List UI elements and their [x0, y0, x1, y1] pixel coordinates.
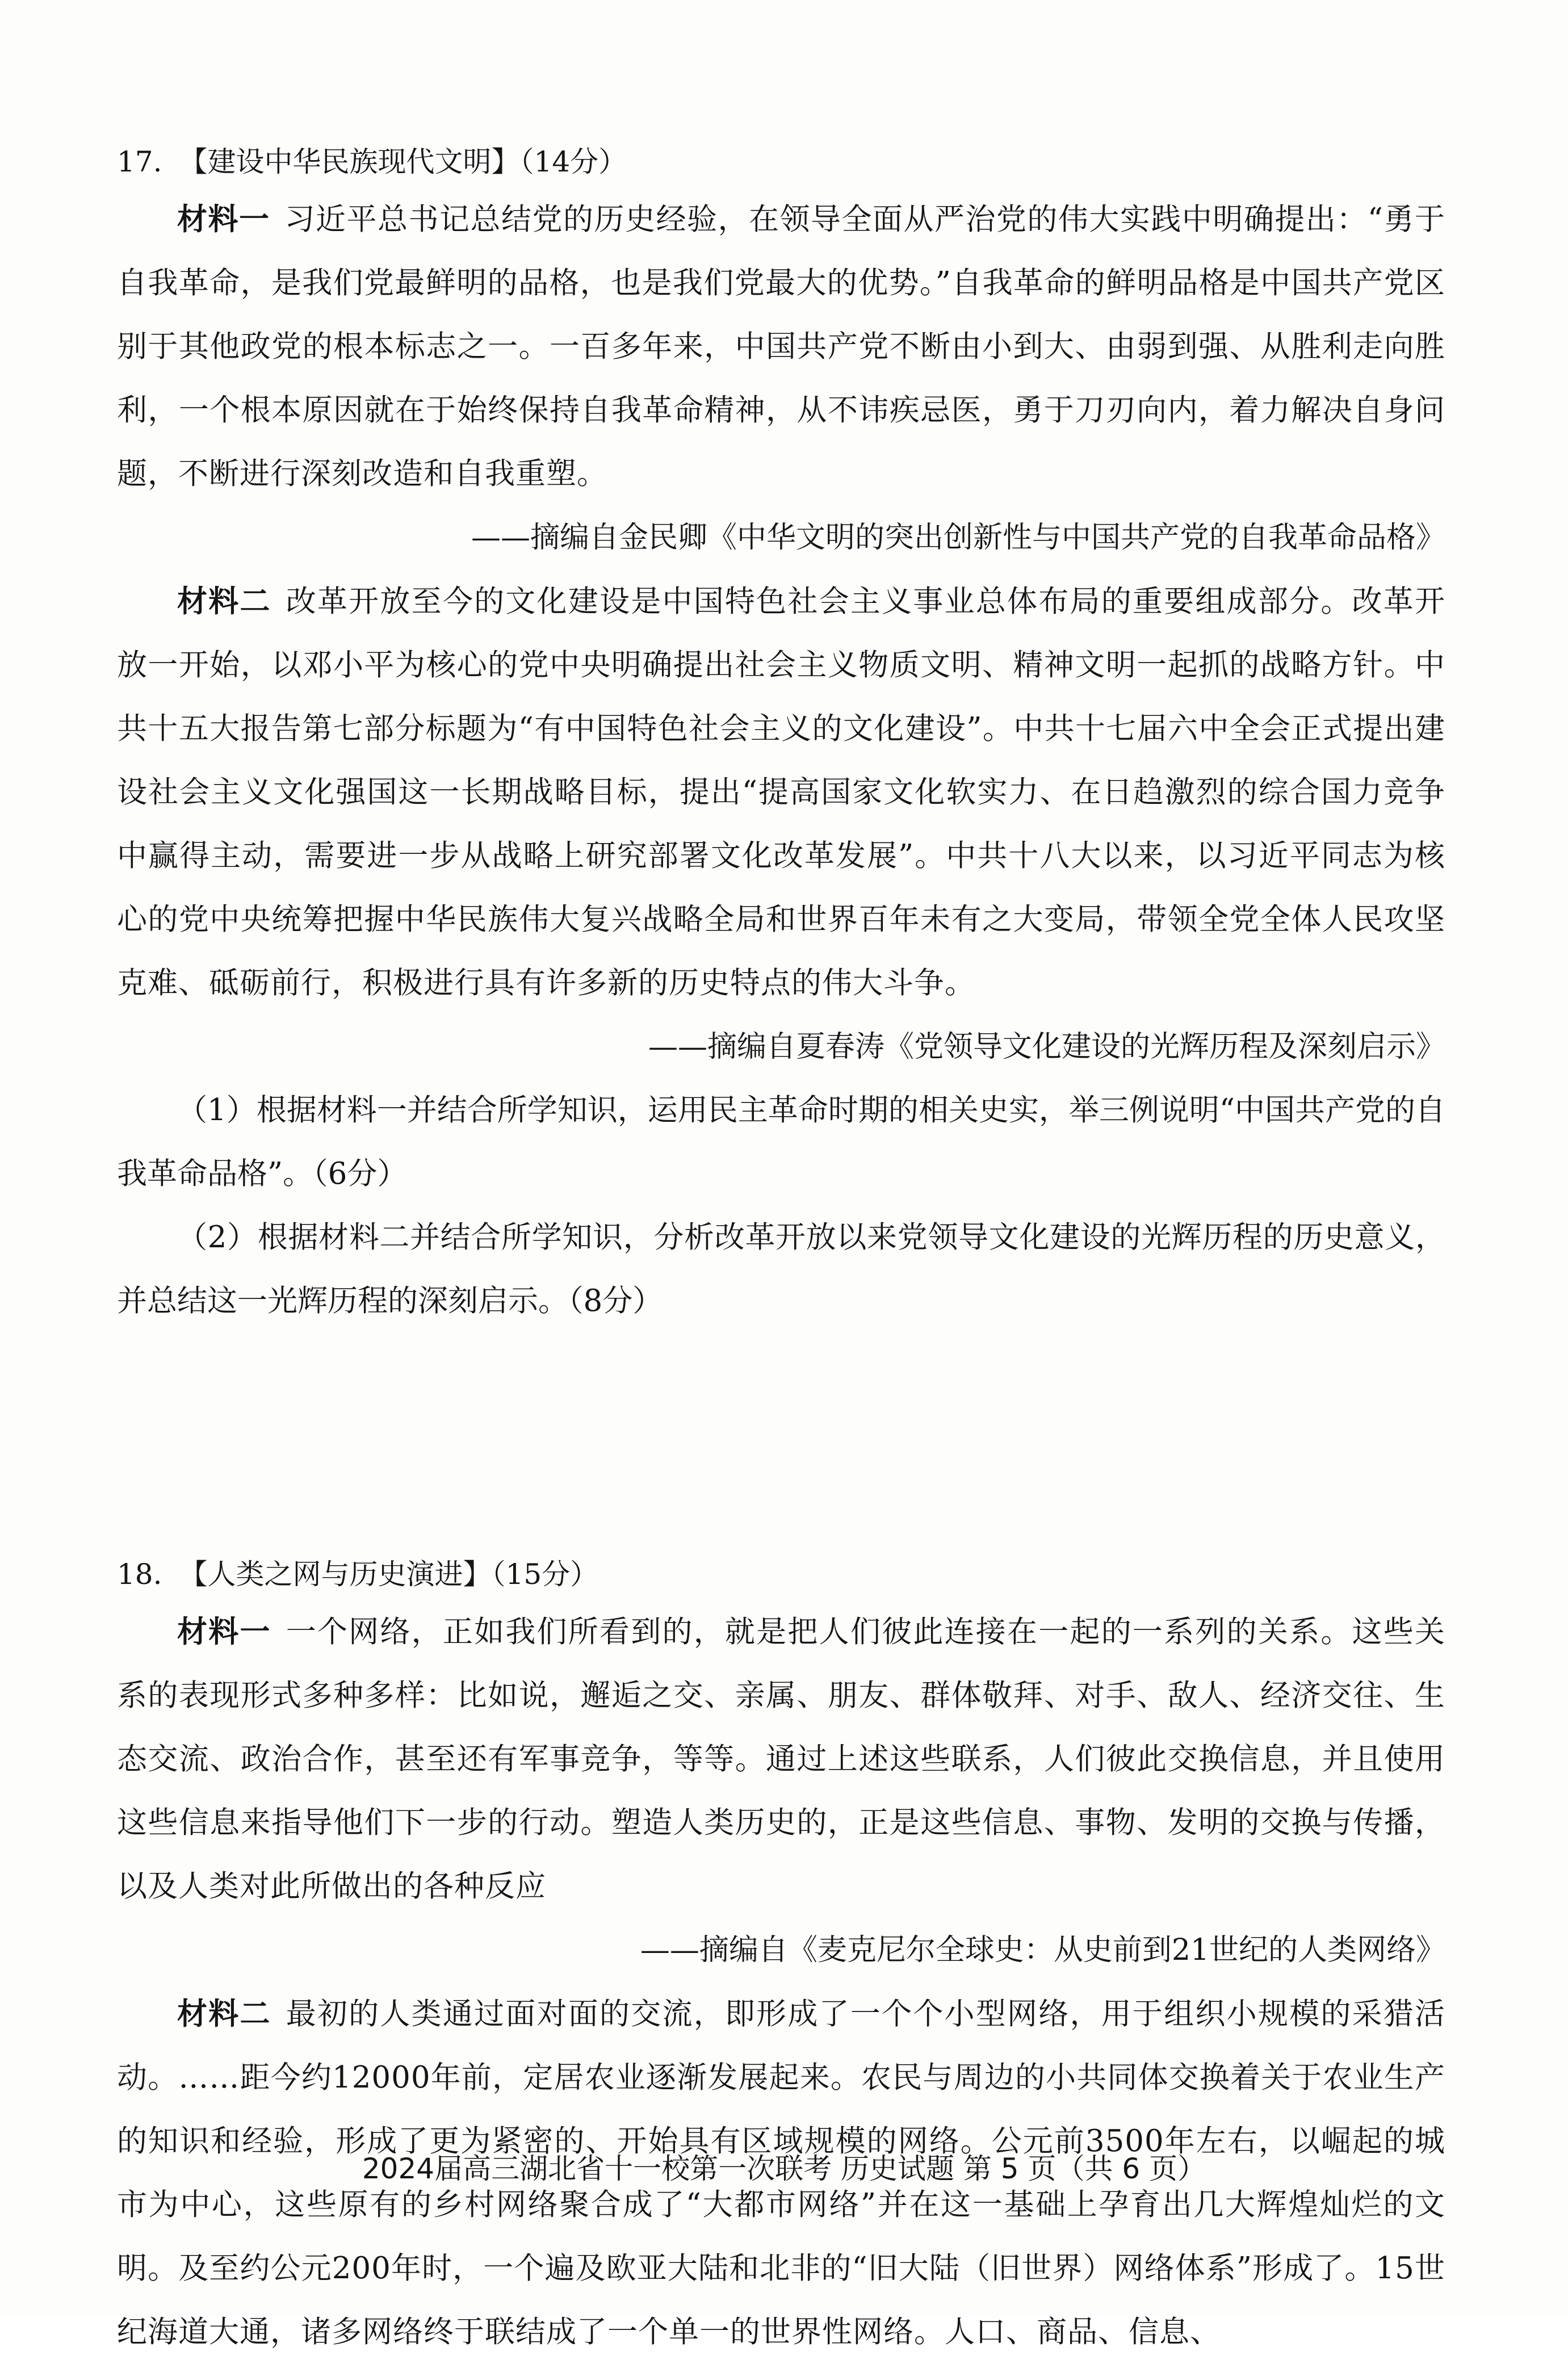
question-17 [117, 136, 1445, 1333]
q17-material-1 [117, 187, 1445, 506]
question-18-title: 【人类之网与历史演进】（15分） [179, 1558, 599, 1591]
q17-material-1-text: 习近平总书记总结党的历史经验，在领导全面从严治党的伟大实践中明确提出：“勇于自我革命，是我们党最鲜明的品格，也是我们党最大的优势。”自我革命的鲜明品格是中国共产党区别于其他政党的根本标志之一。一百多年来，中国共产党不断由小到大、由弱到强、从胜利走向胜利，一个根本原因就在于始终保持自我革命精神，从不讳疾忌医，勇于刀刃向内，着力解决自身问题，不断进行深刻改造和自我重塑。 [117, 202, 1446, 491]
question-17-heading [117, 136, 1445, 187]
q17-material-2 [117, 569, 1445, 1015]
q17-sub-question-1: （1）根据材料一并结合所学知识，运用民主革命时期的相关史实，举三例说明“中国共产党的自我革命品格”。（6分） [117, 1093, 1445, 1191]
answer-space [117, 1333, 1445, 1549]
q18-material-2-label: 材料二 [177, 1996, 271, 2031]
question-18 [117, 1549, 1445, 2364]
q17-material-2-text: 改革开放至今的文化建设是中国特色社会主义事业总体布局的重要组成部分。改革开放一开始，以邓小平为核心的党中央明确提出社会主义物质文明、精神文明一起抓的战略方针。中共十五大报告第七部分标题为“有中国特色社会主义的文化建设”。中共十七届六中全会正式提出建设社会主义文化强国这一长期战略目标，提出“提高国家文化软实力、在日趋激烈的综合国力竞争中赢得主动，需要进一步从战略上研究部署文化改革发展”。中共十八大以来，以习近平同志为核心的党中央统筹把握中华民族伟大复兴战略全局和世界百年未有之大变局，带领全党全体人民攻坚克难、砥砺前行，积极进行具有许多新的历史特点的伟大斗争。 [117, 584, 1446, 1000]
question-17-title: 【建设中华民族现代文明】（14分） [179, 145, 627, 178]
q18-material-2-text: 最初的人类通过面对面的交流，即形成了一个个小型网络，用于组织小规模的采猎活动。……距今约12000年前，定居农业逐渐发展起来。农民与周边的小共同体交换着关于农业生产的知识和经验，形成了更为紧密的、开始具有区域规模的网络。公元前3500年左右，以崛起的城市为中心，这些原有的乡村网络聚合成了“大都市网络”并在这一基础上孕育出几大辉煌灿烂的文明。及至约公元200年时，一个遍及欧亚大陆和北非的“旧大陆（旧世界）网络体系”形成了。15世纪海道大通，诸多网络终于联结成了一个单一的世界性网络。人口、商品、信息、 [117, 1997, 1446, 2349]
question-18-heading [117, 1549, 1445, 1600]
q18-material-1 [117, 1600, 1445, 1918]
q17-material-1-label: 材料一 [177, 202, 270, 237]
q17-material-2-source: ——摘编自夏春涛《党领导文化建设的光辉历程及深刻启示》 [648, 1030, 1445, 1064]
q18-material-1-source: ——摘编自《麦克尼尔全球史：从史前到21世纪的人类网络》 [640, 1933, 1445, 1967]
page-content [117, 136, 1445, 2364]
q18-material-1-label: 材料一 [177, 1614, 271, 1649]
question-18-number: 18. [117, 1558, 162, 1591]
q17-material-2-label: 材料二 [177, 584, 271, 619]
q17-sub-question-2: （2）根据材料二并结合所学知识，分析改革开放以来党领导文化建设的光辉历程的历史意义，并总结这一光辉历程的深刻启示。（8分） [117, 1220, 1445, 1318]
page-footer: 2024届高三湖北省十一校第一次联考 历史试题 第 5 页（共 6 页） [362, 2152, 1206, 2185]
q17-material-1-source: ——摘编自金民卿《中华文明的突出创新性与中国共产党的自我革命品格》 [471, 521, 1445, 555]
q18-material-1-text: 一个网络，正如我们所看到的，就是把人们彼此连接在一起的一系列的关系。这些关系的表现形式多种多样：比如说，邂逅之交、亲属、朋友、群体敬拜、对手、敌人、经济交往、生态交流、政治合作，甚至还有军事竞争，等等。通过上述这些联系，人们彼此交换信息，并且使用这些信息来指导他们下一步的行动。塑造人类历史的，正是这些信息、事物、发明的交换与传播，以及人类对此所做出的各种反应 [117, 1615, 1446, 1904]
question-17-number: 17. [117, 145, 162, 178]
